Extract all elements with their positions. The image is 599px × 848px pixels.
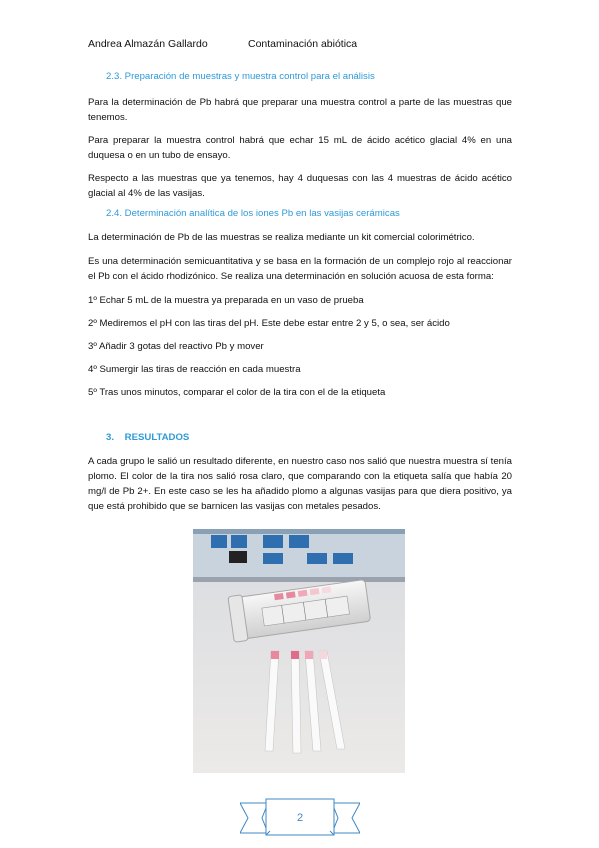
heading-3-results: 3. RESULTADOS [106, 432, 190, 443]
test-strips-photo-illustration [193, 529, 405, 773]
paragraph-results: A cada grupo le salió un resultado diferente, en nuestro caso nos salió que nuestra muestra sí tenía plomo. El color de la tira nos salió rosa claro, que comparando con la etiqueta salía que había 20 mg/l de Pb 2+. En este caso se les ha añadido plomo a algunas vasijas para que diera positivo, ya que está prohibido que se barnicen las vasijas con metales pesados. [88, 456, 512, 512]
step-5: 5º Tras unos minutos, comparar el color de la tira con el de la etiqueta [88, 387, 386, 398]
paragraph-kit: La determinación de Pb de las muestras se realiza mediante un kit comercial colorimétrico. [88, 232, 475, 243]
paragraph-method: Es una determinación semicuantitativa y se basa en la formación de un complejo rojo al reaccionar el Pb con el ácido rhodizónico. Se realiza una determinación en solución acuosa de esta forma: [88, 256, 512, 282]
step-4: 4º Sumergir las tiras de reacción en cada muestra [88, 364, 301, 375]
page-number: 2 [296, 812, 304, 824]
paragraph-control-sample: Para la determinación de Pb habrá que preparar una muestra control a parte de las muestras que tenemos. [88, 97, 512, 123]
heading-2-3: 2.3. Preparación de muestras y muestra control para el análisis [106, 71, 375, 82]
paragraph-control-prep: Para preparar la muestra control habrá que echar 15 mL de ácido acético glacial 4% en una duquesa o en un tubo de ensayo. [88, 135, 512, 161]
step-1: 1º Echar 5 mL de la muestra ya preparada en un vaso de prueba [88, 295, 364, 306]
results-photo [193, 529, 405, 773]
header-author: Andrea Almazán Gallardo [88, 38, 208, 50]
header-topic: Contaminación abiótica [248, 38, 358, 50]
document-body [88, 66, 512, 514]
page-number-ribbon [240, 797, 360, 839]
heading-2-4: 2.4. Determinación analítica de los iones Pb en las vasijas cerámicas [106, 208, 400, 219]
step-2: 2º Mediremos el pH con las tiras del pH. Este debe estar entre 2 y 5, o sea, ser ácido [88, 318, 450, 329]
paragraph-existing-samples: Respecto a las muestras que ya tenemos, hay 4 duquesas con las 4 muestras de ácido acético glacial al 4% de las vasijas. [88, 173, 512, 199]
ribbon-icon [240, 797, 360, 839]
step-3: 3º Añadir 3 gotas del reactivo Pb y mover [88, 341, 264, 352]
